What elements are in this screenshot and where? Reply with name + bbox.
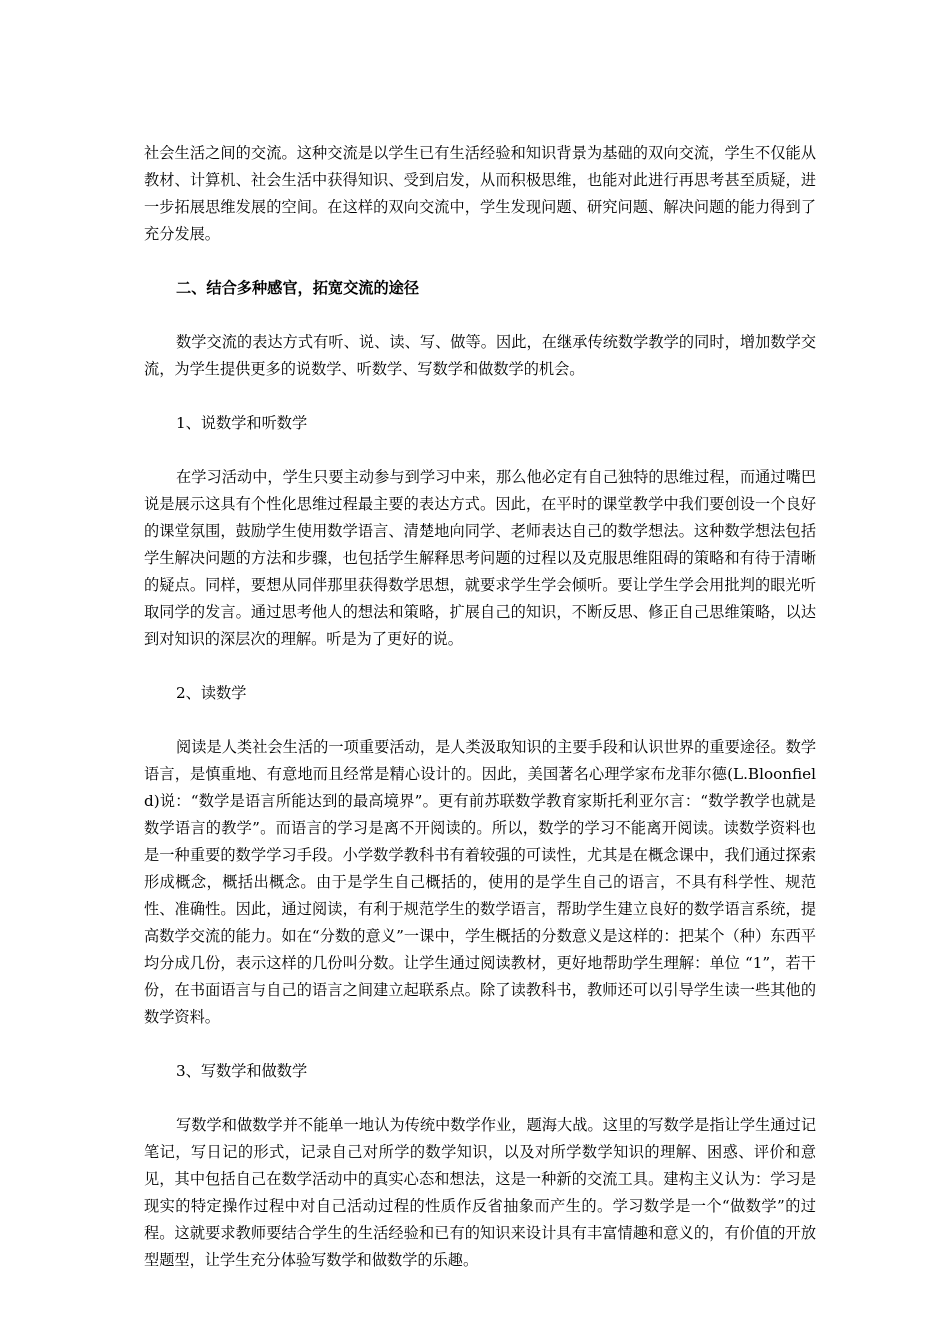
spacer <box>144 707 816 734</box>
spacer <box>144 302 816 329</box>
subsection-heading-write-do: 3、写数学和做数学 <box>176 1062 308 1080</box>
spacer <box>144 383 816 410</box>
read-paragraph: 阅读是人类社会生活的一项重要活动，是人类汲取知识的主要手段和认识世界的重要途径。数学语言，是慎重地、有意地而且经常是精心设计的。因此，美国著名心理学家布龙菲尔德(L.Bloonfield)说：“数学是语言所能达到的最高境界”。更有前苏联数学教育家斯托利亚尔言：“数学教学也就是数学语言的教学”。而语言的学习是离不开阅读的。所以，数学的学习不能离开阅读。读数学资料也是一种重要的数学学习手段。小学数学教科书有着较强的可读性，尤其是在概念课中，我们通过探索形成概念，概括出概念。由于是学生自己概括的，使用的是学生自己的语言，不具有科学性、规范性、准确性。因此，通过阅读，有利于规范学生的数学语言，帮助学生建立良好的数学语言系统，提高数学交流的能力。如在“分数的意义”一课中，学生概括的分数意义是这样的：把某个（种）东西平均分成几份，表示这样的几份叫分数。让学生通过阅读教材，更好地帮助学生理解：单位 “1”，若干份，在书面语言与自己的语言之间建立起联系点。除了读教科书，教师还可以引导学生读一些其他的数学资料。 <box>144 738 816 1026</box>
spacer <box>144 248 816 275</box>
section-heading: 二、结合多种感官，拓宽交流的途径 <box>176 279 419 297</box>
spacer <box>144 437 816 464</box>
spacer <box>144 653 816 680</box>
intro-paragraph: 社会生活之间的交流。这种交流是以学生已有生活经验和知识背景为基础的双向交流，学生不仅能从教材、计算机、社会生活中获得知识、受到启发，从而积极思维，也能对此进行再思考甚至质疑，进一步拓展思维发展的空间。在这样的双向交流中，学生发现问题、研究问题、解决问题的能力得到了充分发展。 <box>144 144 816 243</box>
spacer <box>144 1085 816 1112</box>
write-do-paragraph: 写数学和做数学并不能单一地认为传统中数学作业，题海大战。这里的写数学是指让学生通过记笔记，写日记的形式，记录自己对所学的数学知识，以及对所学数学知识的理解、困惑、评价和意见，其中包括自己在数学活动中的真实心态和想法，这是一种新的交流工具。建构主义认为：学习是现实的特定操作过程中对自己活动过程的性质作反省抽象而产生的。学习数学是一个“做数学”的过程。这就要求教师要结合学生的生活经验和已有的知识来设计具有丰富情趣和意义的，有价值的开放型题型，让学生充分体验写数学和做数学的乐趣。 <box>144 1116 816 1269</box>
speak-listen-paragraph: 在学习活动中，学生只要主动参与到学习中来，那么他必定有自己独特的思维过程，而通过嘴巴说是展示这具有个性化思维过程最主要的表达方式。因此，在平时的课堂教学中我们要创设一个良好的课堂氛围，鼓励学生使用数学语言、清楚地向同学、老师表达自己的数学想法。这种数学想法包括学生解决问题的方法和步骤，也包括学生解释思考问题的过程以及克服思维阻碍的策略和有待于清晰的疑点。同样，要想从同伴那里获得数学思想，就要求学生学会倾听。要让学生学会用批判的眼光听取同学的发言。通过思考他人的想法和策略，扩展自己的知识，不断反思、修正自己思维策略，以达到对知识的深层次的理解。听是为了更好的说。 <box>144 468 816 648</box>
spacer <box>144 1031 816 1058</box>
subsection-heading-read: 2、读数学 <box>176 684 247 702</box>
section-paragraph: 数学交流的表达方式有听、说、读、写、做等。因此，在继承传统数学教学的同时，增加数学交流，为学生提供更多的说数学、听数学、写数学和做数学的机会。 <box>144 333 816 378</box>
subsection-heading-speak-listen: 1、说数学和听数学 <box>176 414 308 432</box>
document-page <box>144 140 816 1274</box>
